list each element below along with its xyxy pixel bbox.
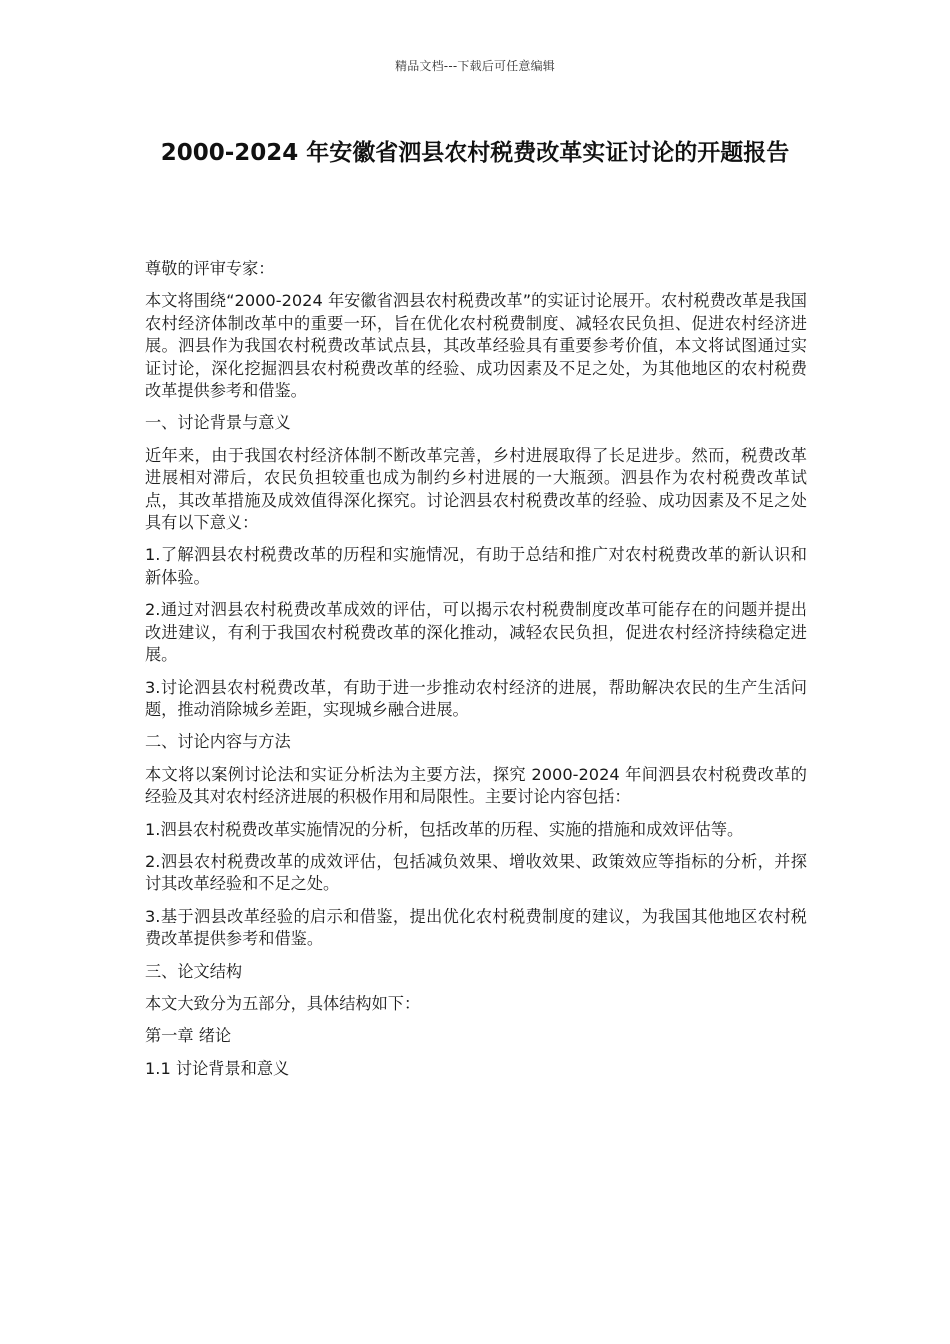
section-heading-structure: 三、论文结构 (145, 961, 243, 981)
list-item: 1.了解泗县农村税费改革的历程和实施情况，有助于总结和推广对农村税费改革的新认识和新体验。 (145, 545, 807, 587)
salutation: 尊敬的评审专家： (145, 259, 275, 278)
document-title: 2000-2024 年安徽省泗县农村税费改革实证讨论的开题报告 (160, 140, 790, 166)
header-note: 精品文档---下载后可任意编辑 (395, 59, 555, 73)
section-heading-content-method: 二、讨论内容与方法 (145, 732, 291, 752)
list-item: 2.通过对泗县农村税费改革成效的评估，可以揭示农村税费制度改革可能存在的问题并提出改进建议，有利于我国农村税费改革的深化推动，减轻农民负担，促进农村经济持续稳定进展。 (145, 600, 807, 665)
subsection-heading: 1.1 讨论背景和意义 (145, 1058, 290, 1078)
intro-paragraph: 本文将围绕“2000-2024 年安徽省泗县农村税费改革”的实证讨论展开。农村税费改革是我国农村经济体制改革中的重要一环，旨在优化农村税费制度、减轻农民负担、促进农村经济进展。泗县作为我国农村税费改革试点县，其改革经验具有重要参考价值，本文将试图通过实证讨论，深化挖掘泗县农村税费改革的经验、成功因素及不足之处，为其他地区的农村税费改革提供参考和借鉴。 (145, 291, 807, 401)
list-item: 3.讨论泗县农村税费改革，有助于进一步推动农村经济的进展，帮助解决农民的生产生活问题，推动消除城乡差距，实现城乡融合进展。 (145, 677, 807, 719)
background-paragraph: 近年来，由于我国农村经济体制不断改革完善，乡村进展取得了长足进步。然而，税费改革进展相对滞后，农民负担较重也成为制约乡村进展的一大瓶颈。泗县作为农村税费改革试点，其改革措施及成效值得深化探究。讨论泗县农村税费改革的经验、成功因素及不足之处具有以下意义： (145, 445, 807, 533)
list-item: 3.基于泗县改革经验的启示和借鉴，提出优化农村税费制度的建议，为我国其他地区农村税费改革提供参考和借鉴。 (145, 906, 807, 949)
list-item: 2.泗县农村税费改革的成效评估，包括减负效果、增收效果、政策效应等指标的分析，并探讨其改革经验和不足之处。 (145, 851, 807, 894)
document-body (145, 258, 807, 1090)
chapter-heading: 第一章 绪论 (145, 1026, 232, 1046)
method-paragraph: 本文将以案例讨论法和实证分析法为主要方法，探究 2000-2024 年间泗县农村税费改革的经验及其对农村经济进展的积极作用和局限性。主要讨论内容包括： (145, 764, 807, 807)
structure-paragraph: 本文大致分为五部分，具体结构如下： (145, 993, 421, 1013)
list-item: 1.泗县农村税费改革实施情况的分析，包括改革的历程、实施的措施和成效评估等。 (145, 819, 744, 839)
section-heading-background: 一、讨论背景与意义 (145, 413, 291, 433)
